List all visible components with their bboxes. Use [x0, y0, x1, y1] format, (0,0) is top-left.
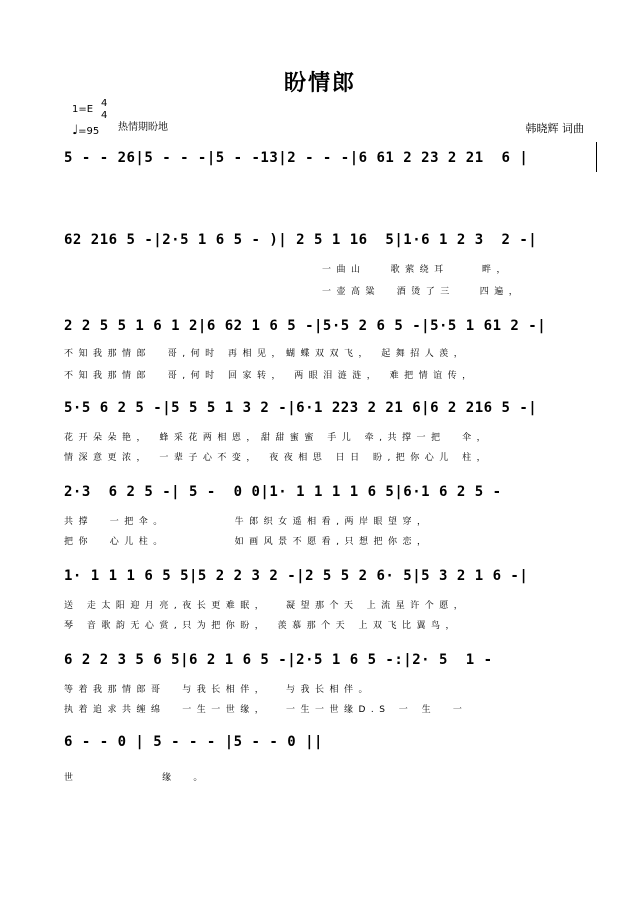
lyric-line-8: 世 缘 。	[64, 773, 208, 783]
score-line-6: 1· 1 1 1 6 5 5|5 2 2 3 2 -|2 5 5 2 6· 5|5 3 2 1 6 -|	[64, 568, 529, 584]
score-line-7: 6 2 2 3 5 6 5|6 2 1 6 5 -|2·5 1 6 5 -:|2· 5 1 -	[64, 652, 493, 668]
author-credit: 韩晓辉 词曲	[525, 122, 584, 135]
song-title: 盼情郎	[283, 70, 356, 96]
lyric-line-3b: 不知我那情郎 哥,何时 回家转， 两眼泪涟涟， 难把情谊传，	[64, 371, 477, 381]
barline	[596, 142, 597, 172]
lyric-line-2a: 一曲山 歌萦绕耳 畔，	[322, 265, 512, 275]
expression-mark: 热情期盼地	[118, 122, 168, 133]
score-line-5: 2·3 6 2 5 -| 5 - 0 0|1· 1 1 1 1 6 5|6·1 6 2 5 -	[64, 484, 502, 500]
lyric-line-5a: 共撑 一把伞。 牛郎织女遥相看,两岸眼望穿，	[64, 517, 432, 527]
score-line-4: 5·5 6 2 5 -|5 5 5 1 3 2 -|6·1 223 2 21 6|6 2 216 5 -|	[64, 400, 538, 416]
score-line-1: 5 - - 26|5 - - -|5 - -13|2 - - -|6 61 2 23 2 21 6 |	[64, 150, 529, 166]
lyric-line-4a: 花开朵朵艳， 蜂采花两相恩，甜甜蜜蜜 手儿 牵,共撑一把 伞，	[64, 433, 492, 443]
lyric-line-2b: 一壶高粱 酒烫了三 四遍，	[322, 287, 524, 297]
meter-bottom: 4	[101, 110, 108, 121]
tempo-value: =95	[78, 126, 100, 137]
key-signature: 1=E	[72, 104, 94, 115]
lyric-line-6b: 琴 音歌韵无心赏,只为把你盼， 羡慕那个天 上双飞比翼鸟，	[64, 621, 460, 631]
lyric-line-4b: 情深意更浓， 一辈子心不变， 夜夜相思 日日 盼,把你心儿 柱，	[64, 453, 492, 463]
lyric-line-7b: 执着追求共缠绵 一生一世缘， 一生一世缘D.S 一 生 一	[64, 705, 468, 715]
quarter-note-icon: ♩	[72, 123, 79, 138]
lyric-line-3a: 不知我那情郎 哥,何时 再相见，蝴蝶双双飞， 起舞招人羡，	[64, 349, 469, 359]
tempo-mark	[72, 123, 99, 138]
score-line-8: 6 - - 0 | 5 - - - |5 - - 0 ||	[64, 734, 323, 750]
lyric-line-6a: 送 走太阳迎月亮,夜长更难眠， 凝望那个天 上流星许个愿，	[64, 601, 469, 611]
meter-top: 4	[101, 98, 108, 109]
score-line-3: 2 2 5 5 1 6 1 2|6 62 1 6 5 -|5·5 2 6 5 -|5·5 1 61 2 -|	[64, 318, 547, 334]
time-signature	[101, 98, 107, 122]
lyric-line-7a: 等着我那情郎哥 与我长相伴， 与我长相伴。	[64, 685, 373, 695]
score-line-2: 62 216 5 -|2·5 1 6 5 - )| 2 5 1 16 5|1·6 1 2 3 2 -|	[64, 232, 538, 248]
lyric-line-5b: 把你 心儿柱。 如画风景不愿看,只想把你恋，	[64, 537, 432, 547]
